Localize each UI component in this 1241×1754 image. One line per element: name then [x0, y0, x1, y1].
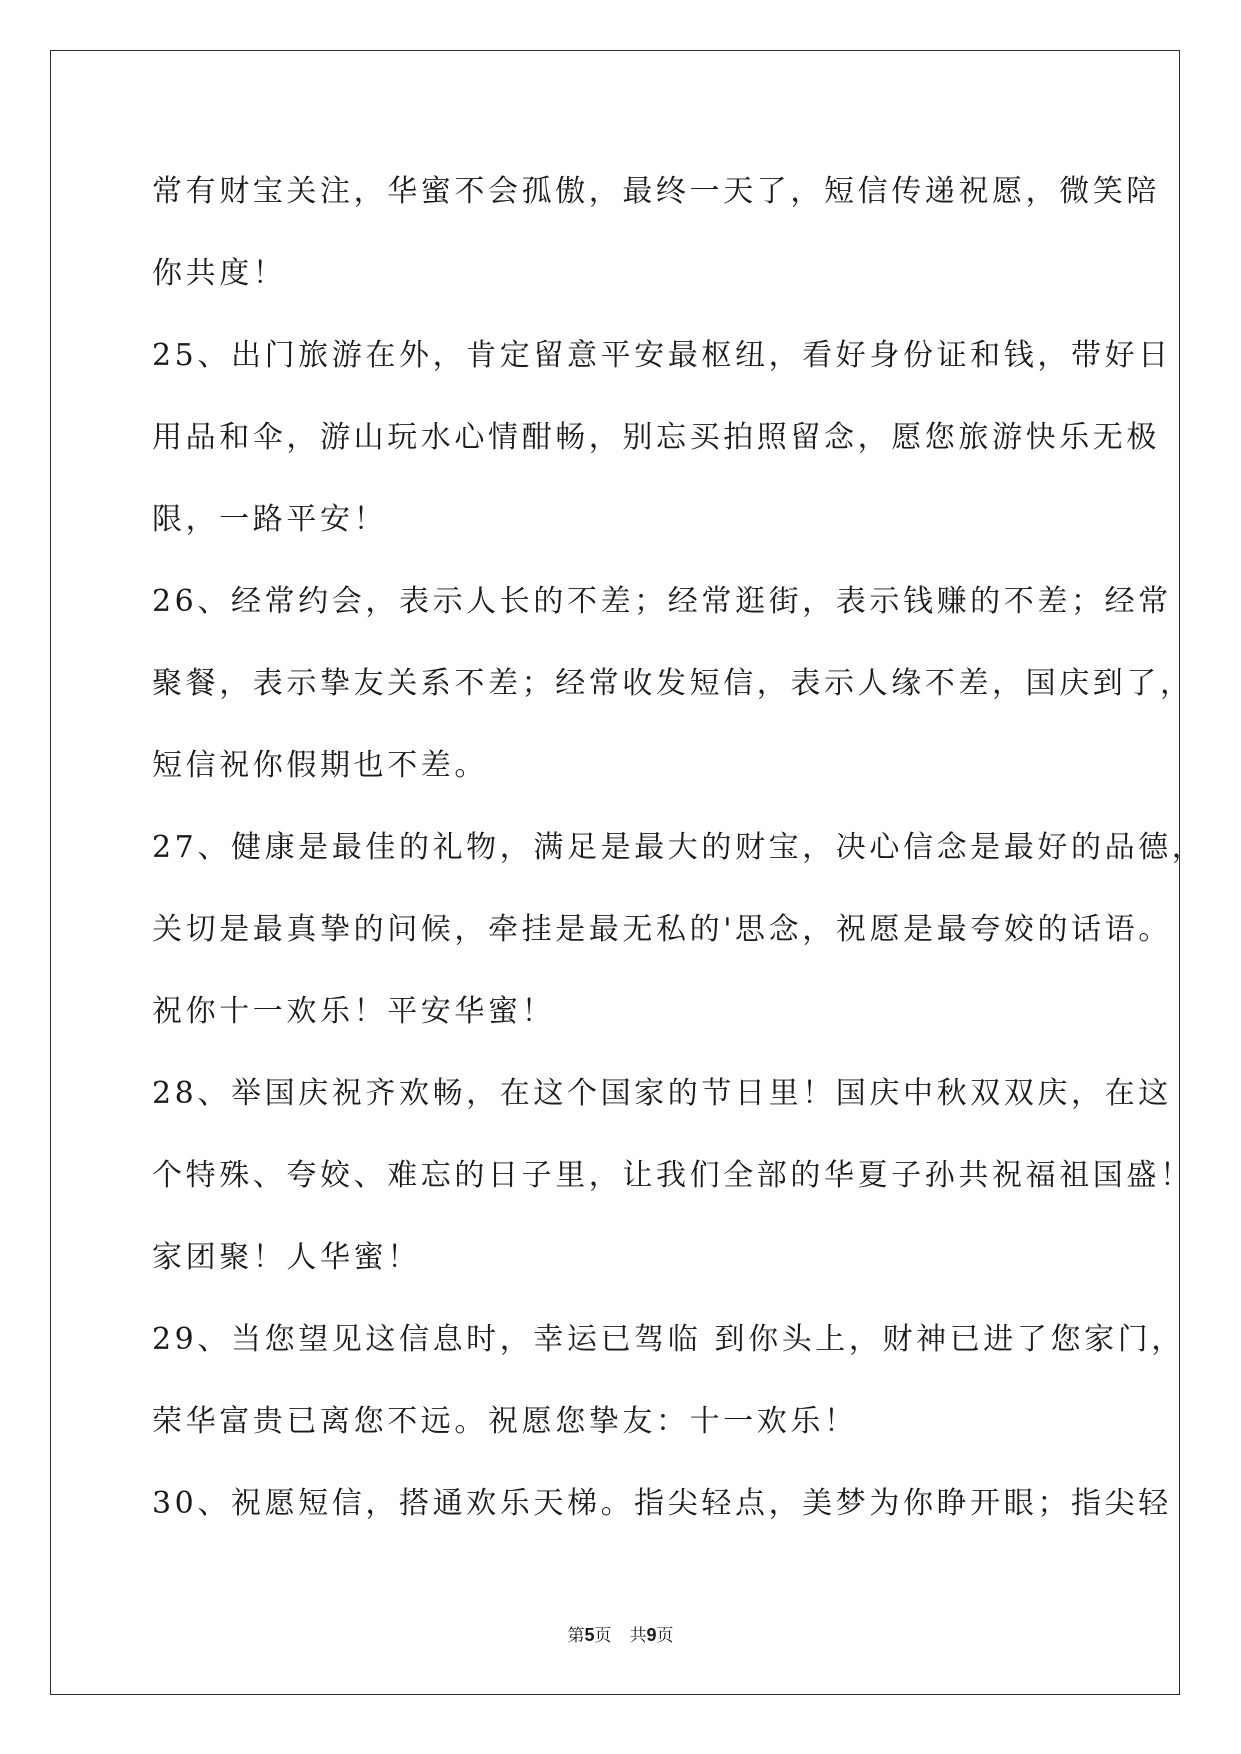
text-line: 28、举国庆祝齐欢畅，在这个国家的节日里！国庆中秋双双庆，在这 — [152, 1076, 1172, 1111]
text-line: 关切是最真挚的问候，牵挂是最无私的'思念，祝愿是最夸姣的话语。 — [152, 912, 1172, 947]
text-line: 短信祝你假期也不差。 — [152, 748, 488, 783]
text-line: 用品和伞，游山玩水心情酣畅，别忘买拍照留念，愿您旅游快乐无极 — [152, 420, 1160, 455]
text-line: 常有财宝关注，华蜜不会孤傲，最终一天了，短信传递祝愿，微笑陪 — [152, 174, 1160, 209]
total-prefix: 共 — [629, 1626, 647, 1646]
text-line: 限，一路平安！ — [152, 502, 388, 537]
text-line: 家团聚！人华蜜！ — [152, 1240, 421, 1275]
current-page-number: 5 — [584, 1625, 595, 1645]
total-page-number: 9 — [646, 1625, 657, 1645]
text-line: 29、当您望见这信息时，幸运已驾临 到你头上，财神已进了您家门， — [152, 1322, 1185, 1357]
text-line: 30、祝愿短信，搭通欢乐天梯。指尖轻点，美梦为你睁开眼；指尖轻 — [152, 1486, 1172, 1521]
page-footer — [0, 1625, 1241, 1646]
text-line: 26、经常约会，表示人长的不差；经常逛街，表示钱赚的不差；经常 — [152, 584, 1172, 619]
text-line: 25、出门旅游在外，肯定留意平安最枢纽，看好身份证和钱，带好日 — [152, 338, 1172, 373]
text-line: 你共度！ — [152, 256, 287, 291]
text-line: 聚餐，表示挚友关系不差；经常收发短信，表示人缘不差，国庆到了， — [152, 666, 1194, 701]
text-line: 个特殊、夸姣、难忘的日子里，让我们全部的华夏子孙共祝福祖国盛！ — [152, 1158, 1194, 1193]
total-unit: 页 — [656, 1626, 674, 1646]
page-unit: 页 — [594, 1626, 612, 1646]
document-body — [152, 162, 1206, 1556]
text-line: 27、健康是最佳的礼物，满足是最大的财宝，决心信念是最好的品德， — [152, 830, 1206, 865]
text-line: 祝你十一欢乐！平安华蜜！ — [152, 994, 556, 1029]
text-line: 荣华富贵已离您不远。祝愿您挚友：十一欢乐！ — [152, 1404, 858, 1439]
page-prefix: 第 — [567, 1626, 585, 1646]
